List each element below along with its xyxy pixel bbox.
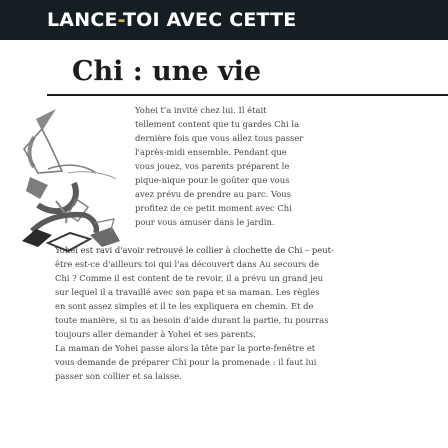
- abstract-swirl-logo-icon: [18, 107, 136, 257]
- banner-title-part1: LANCE: [47, 9, 118, 31]
- text-line: toute manière, si tu as besoin d'aide durant la partie, tu pourras: [55, 315, 329, 325]
- banner-title-part2: TOI AVEC CETTE: [122, 9, 297, 31]
- banner-title-dash: -: [117, 9, 123, 31]
- text-line: avez prévu de prendre au parc. Vous: [135, 189, 291, 199]
- intro-paragraph: [135, 103, 303, 229]
- story-paragraph: [55, 243, 334, 383]
- page-title: Chi : une vie: [72, 56, 262, 87]
- text-line: Yohei est ravi d'avoir retrouvé le collier à clochette de Chi – peut-: [55, 245, 334, 255]
- text-line: Yohei t'a invité chez lui. Il était: [135, 105, 267, 115]
- banner-title: [47, 9, 296, 31]
- text-line: Chi ? Comme il est content de te revoir, il a prévu un grand jeu: [55, 273, 324, 283]
- text-line: La maman de Yohei passe alors la tête par la porte-fenêtre et: [55, 343, 316, 353]
- text-line: tellement content que tu gardes Chi la: [135, 119, 300, 129]
- text-line: l'après-midi ensemble. Pendant que: [135, 147, 287, 157]
- text-line: pique-nique pour le goûter que vous: [135, 175, 290, 185]
- text-line: être est-ce d'ailleurs toi qui l'as découvert dans Au secours de: [55, 259, 320, 269]
- title-divider: [47, 94, 448, 96]
- text-line: en sont assez simples et il te les expliquera en chemin. Et de: [55, 301, 314, 311]
- text-line: pour vous amuser dans le jardin.: [135, 217, 275, 227]
- text-line: sur lequel il a travaillé avec son papa et sa maman. Les règles: [55, 287, 320, 297]
- text-line: profitez de ce petit moment avec Chi: [135, 203, 292, 213]
- text-line: vous jouez, vos parents préparent le: [135, 161, 290, 171]
- header-banner: [0, 0, 448, 40]
- text-line: passer son collier et sa laisse.: [55, 371, 182, 381]
- text-line: dernière fois que vous allez tous passer: [135, 133, 304, 143]
- text-line: toujours aller demander à Yohei et ses parents.: [55, 329, 256, 339]
- text-line: vous demande de préparer Chi pour la promenade : il faut lui: [55, 357, 317, 367]
